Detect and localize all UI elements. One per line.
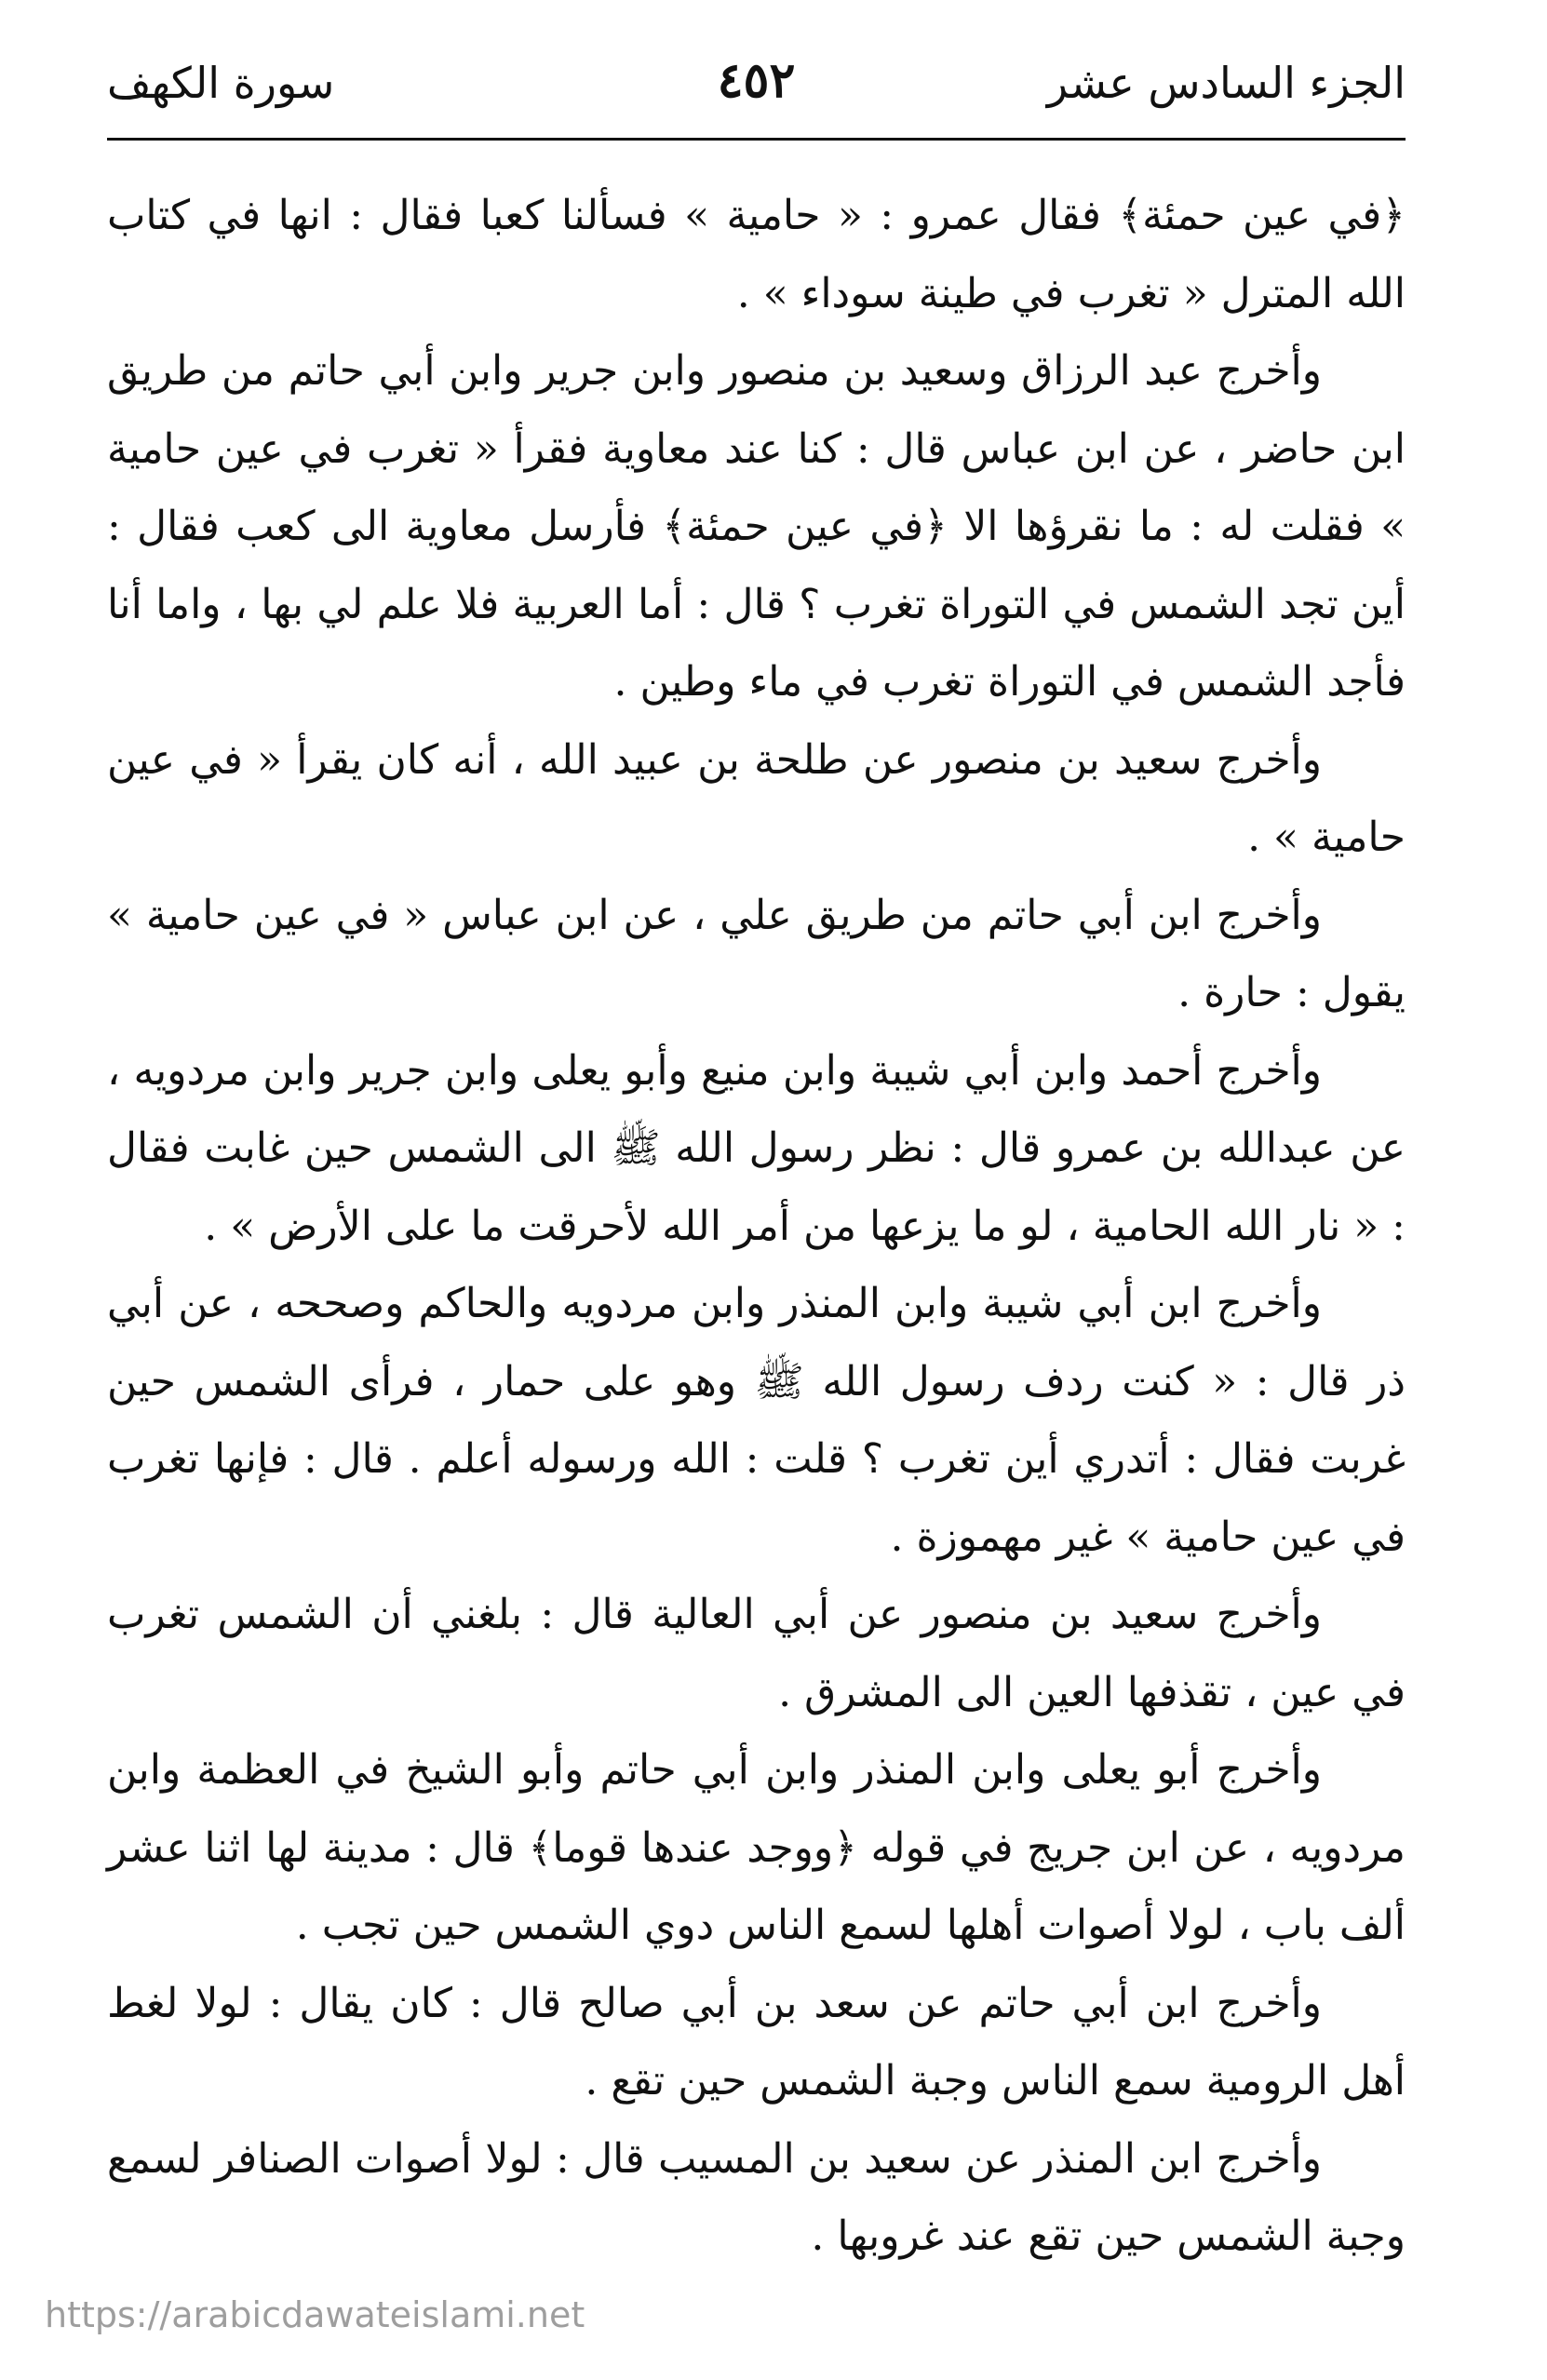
header-divider <box>107 138 1406 141</box>
paragraph-2: وأخرج عبد الرزاق وسعيد بن منصور وابن جرير وابن أبي حاتم من طريق ابن حاضر ، عن ابن عباس قال : كنا عند معاوية فقرأ « تغرب في عين حامية » فقلت له : ما نقرؤها الا ﴿في عين حمئة﴾ فأرسل معاوية الى كعب فقال : أين تجد الشمس في التوراة تغرب ؟ قال : أما العربية فلا علم لي بها ، واما أنا فأجد الشمس في التوراة تغرب في ماء وطين . <box>107 347 1406 706</box>
page-header <box>107 48 1406 132</box>
page-number: ٤٥٢ <box>717 52 796 109</box>
paragraph-7: وأخرج سعيد بن منصور عن أبي العالية قال : بلغني أن الشمس تغرب في عين ، تقذفها العين الى المشرق . <box>107 1591 1406 1716</box>
paragraph-1: ﴿في عين حمئة﴾ فقال عمرو : « حامية » فسألنا كعبا فقال : انها في كتاب الله المترل « تغرب في طينة سوداء » . <box>107 192 1406 317</box>
paragraph-10: وأخرج ابن المنذر عن سعيد بن المسيب قال : لولا أصوات الصنافر لسمع وجبة الشمس حين تقع عند غروبها . <box>107 2134 1406 2260</box>
page-body <box>107 177 1406 2276</box>
part-title: الجزء السادس عشر <box>1046 58 1406 108</box>
paragraph-9: وأخرج ابن أبي حاتم عن سعد بن أبي صالح قال : كان يقال : لولا لغط أهل الرومية سمع الناس وجبة الشمس حين تقع . <box>107 1979 1406 2104</box>
paragraph-3: وأخرج سعيد بن منصور عن طلحة بن عبيد الله ، أنه كان يقرأ « في عين حامية » . <box>107 735 1406 861</box>
paragraph-6: وأخرج ابن أبي شيبة وابن المنذر وابن مردويه والحاكم وصححه ، عن أبي ذر قال : « كنت ردف رسول الله ﷺ وهو على حمار ، فرأى الشمس حين غربت فقال : أتدري أين تغرب ؟ قلت : الله ورسوله أعلم . قال : فإنها تغرب في عين حامية » غير مهموزة . <box>107 1280 1406 1561</box>
paragraph-4: وأخرج ابن أبي حاتم من طريق علي ، عن ابن عباس « في عين حامية » يقول : حارة . <box>107 891 1406 1016</box>
watermark-url: https://arabicdawateislami.net <box>45 2294 585 2335</box>
paragraph-8: وأخرج أبو يعلى وابن المنذر وابن أبي حاتم وأبو الشيخ في العظمة وابن مردويه ، عن ابن جريج في قوله ﴿ووجد عندها قوما﴾ قال : مدينة لها اثنا عشر ألف باب ، لولا أصوات أهلها لسمع الناس دوي الشمس حين تجب . <box>107 1746 1406 1949</box>
surah-title: سورة الكهف <box>107 58 335 108</box>
paragraph-5: وأخرج أحمد وابن أبي شيبة وابن منيع وأبو يعلى وابن جرير وابن مردويه ، عن عبدالله بن عمرو قال : نظر رسول الله ﷺ الى الشمس حين غابت فقال : « نار الله الحامية ، لو ما يزعها من أمر الله لأحرقت ما على الأرض » . <box>107 1046 1406 1250</box>
